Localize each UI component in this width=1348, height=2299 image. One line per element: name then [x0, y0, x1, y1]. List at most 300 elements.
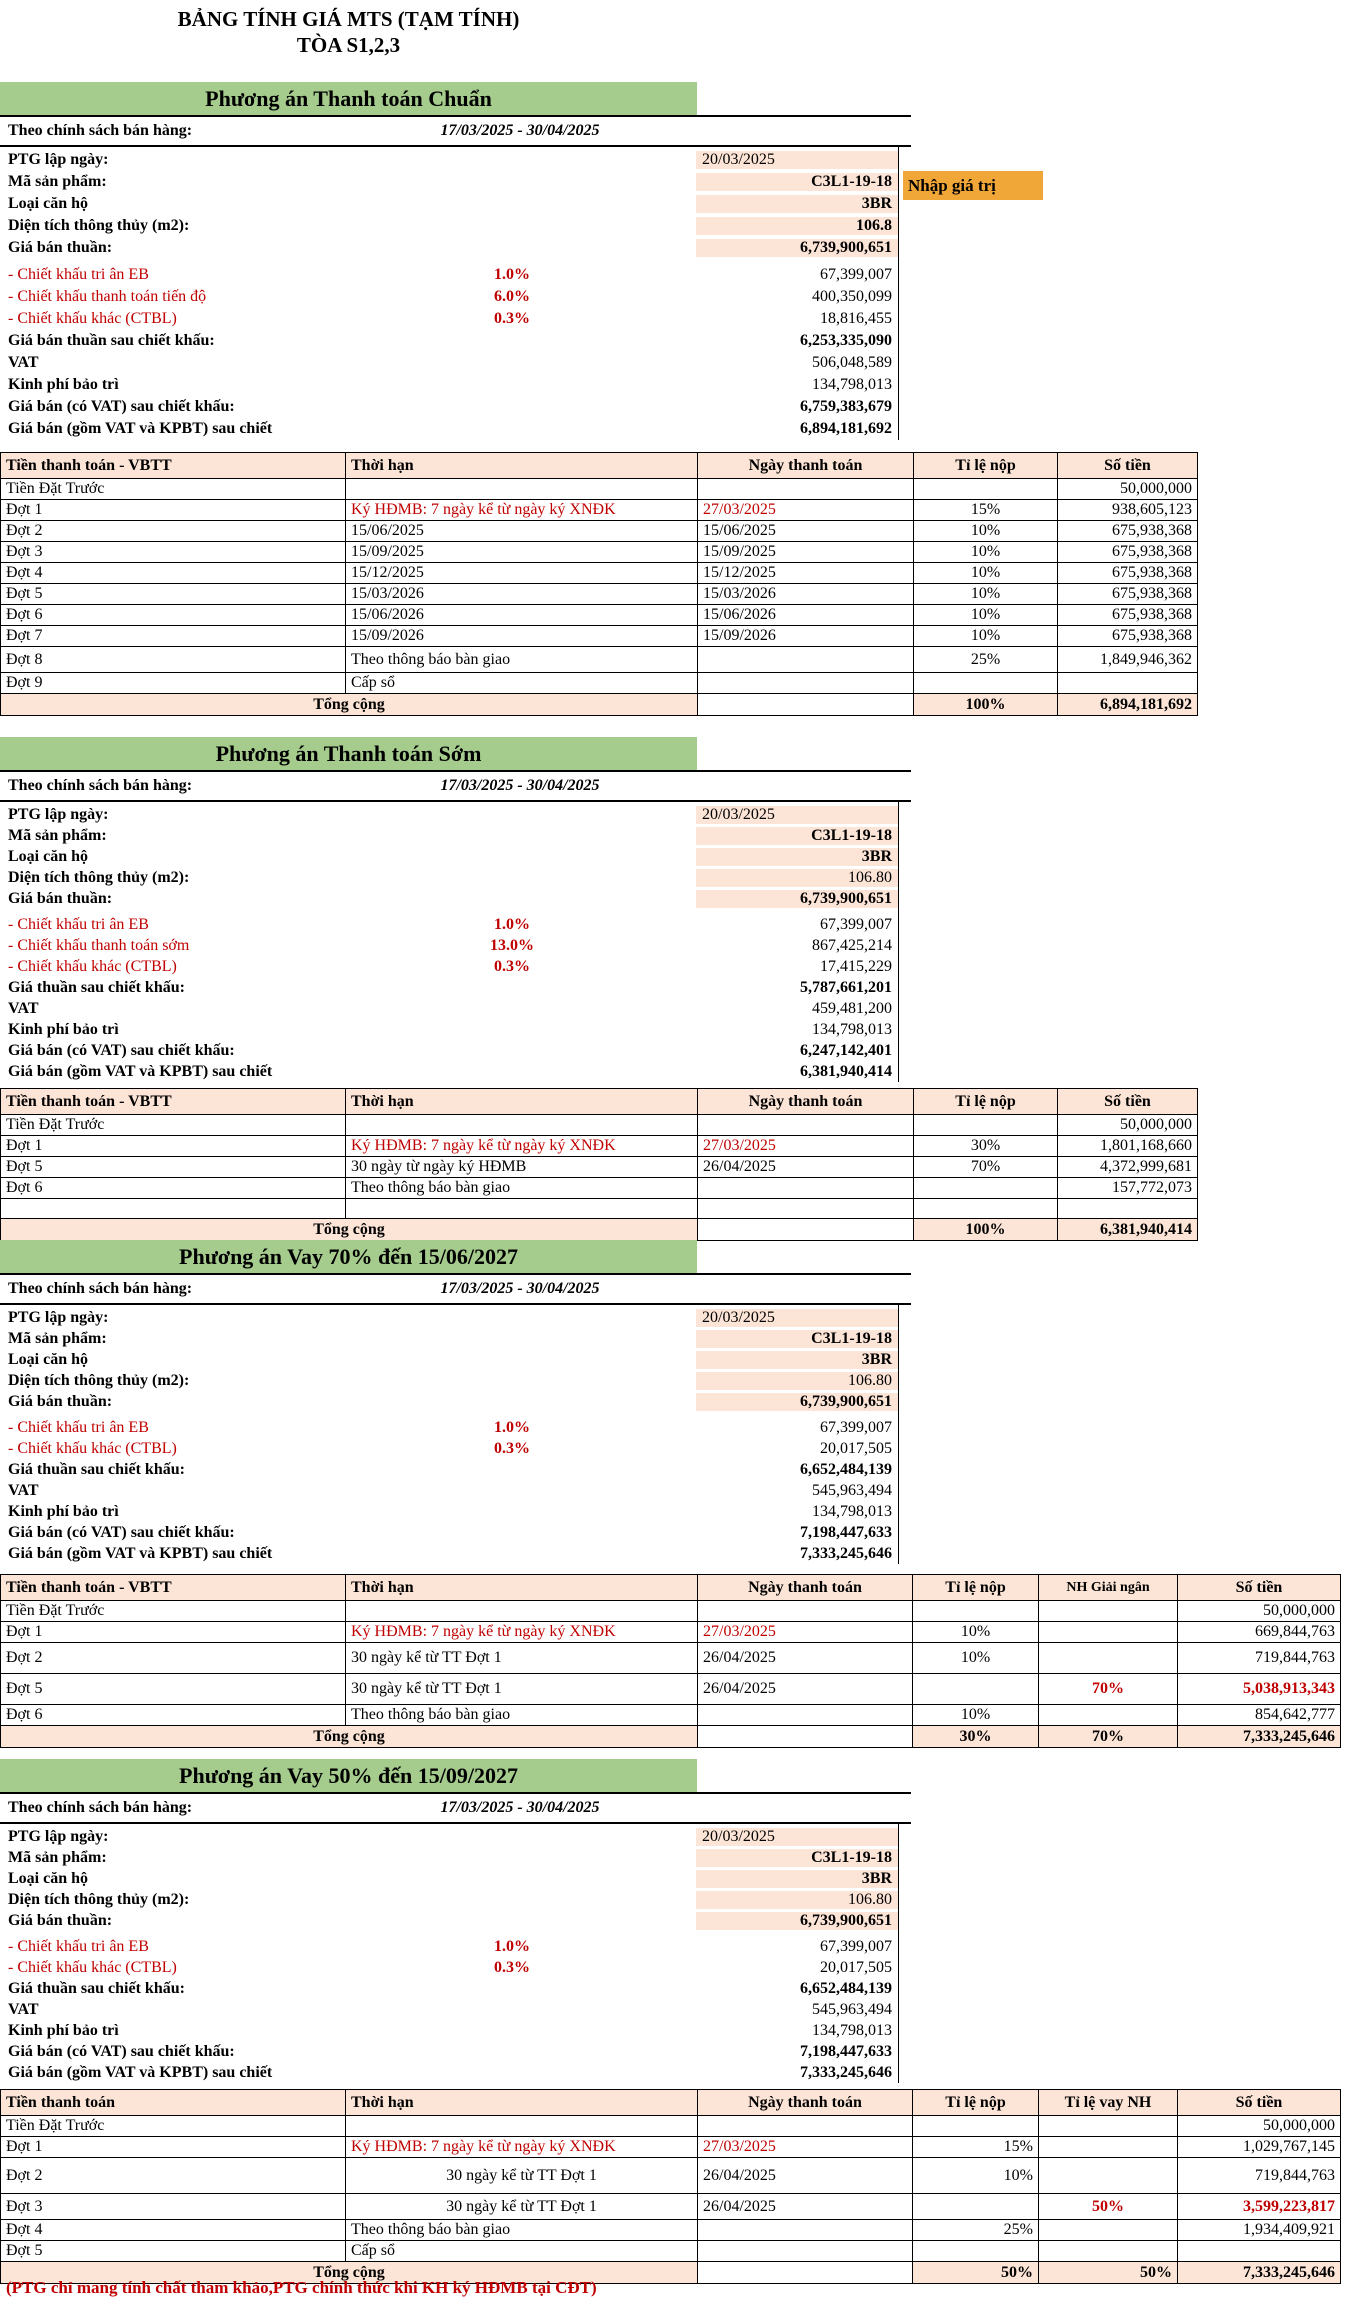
info-row-product-code [0, 1847, 898, 1868]
payment-total-row [1, 694, 1198, 716]
payment-amount: 1,849,946,362 [1058, 647, 1198, 673]
payment-term: Ký HĐMB: 7 ngày kể từ ngày ký XNĐK [346, 1136, 698, 1157]
document-title-line2: TÒA S1,2,3 [296, 33, 401, 57]
payment-term: Cấp sổ [346, 2241, 698, 2262]
document-title-line1: BẢNG TÍNH GIÁ MTS (TẠM TÍNH) [177, 7, 520, 31]
payment-amount: 669,844,763 [1178, 1622, 1341, 1643]
info-row-price-with-vat [0, 1040, 898, 1061]
payment-label: Tiền Đặt Trước [1, 1115, 346, 1136]
discount-percent: 1.0% [494, 1418, 530, 1436]
payment-amount: 50,000,000 [1058, 1115, 1198, 1136]
info-value: 3BR [696, 1351, 898, 1369]
info-value: 134,798,013 [812, 2021, 892, 2039]
payment-term: 15/09/2025 [346, 542, 698, 563]
total-amount: 7,333,245,646 [1178, 2262, 1341, 2284]
sales-policy-row [0, 115, 911, 147]
total-amount: 7,333,245,646 [1178, 1726, 1341, 1748]
payment-date: 27/03/2025 [698, 2137, 913, 2158]
payment-date [698, 1705, 913, 1726]
info-row-product-code [0, 825, 898, 846]
payment-row-4 [1, 2220, 1341, 2241]
info-value: 3BR [696, 195, 898, 213]
info-row-vat [0, 998, 898, 1019]
payment-ratio: 30% [914, 1136, 1058, 1157]
payment-label: Tiền Đặt Trước [1, 2116, 346, 2137]
total-empty-cell [698, 694, 914, 716]
payment-schedule-table-3 [0, 1574, 1341, 1748]
payment-amount: 50,000,000 [1058, 479, 1198, 500]
payment-row-7 [1, 626, 1198, 647]
payment-amount: 938,605,123 [1058, 500, 1198, 521]
payment-amount: 675,938,368 [1058, 521, 1198, 542]
col-header-ratio: Tỉ lệ nộp [913, 2090, 1039, 2116]
payment-amount: 1,801,168,660 [1058, 1136, 1198, 1157]
info-row-net-price [0, 1391, 898, 1412]
info-value: 6,739,900,651 [696, 1912, 898, 1930]
info-label: Kinh phí bảo trì [8, 376, 119, 393]
payment-term: Theo thông báo bàn giao [346, 2220, 698, 2241]
payment-row-6 [1, 1178, 1198, 1199]
price-info-block [0, 802, 899, 1082]
info-row-unit-type [0, 1868, 898, 1889]
payment-ratio [914, 1178, 1058, 1199]
sales-policy-label: Theo chính sách bán hàng: [8, 1799, 193, 1816]
info-value: 67,399,007 [820, 1937, 892, 1955]
payment-row-1 [1, 1136, 1198, 1157]
info-value: 20/03/2025 [696, 1828, 898, 1846]
payment-total-row [1, 1726, 1341, 1748]
info-value: 6,247,142,401 [800, 1041, 892, 1059]
payment-date [698, 479, 914, 500]
payment-row-empty [1, 1199, 1198, 1219]
info-label: - Chiết khấu khác (CTBL) [8, 1439, 177, 1457]
payment-term: 30 ngày từ ngày ký HĐMB [346, 1157, 698, 1178]
payment-row-8 [1, 647, 1198, 673]
info-row-unit-type [0, 846, 898, 867]
info-label: - Chiết khấu khác (CTBL) [8, 957, 177, 975]
payment-term: Ký HĐMB: 7 ngày kể từ ngày ký XNĐK [346, 2137, 698, 2158]
info-row-area [0, 215, 898, 237]
info-row-net-price [0, 888, 898, 909]
payment-date [698, 2241, 913, 2262]
payment-label: Tiền Đặt Trước [1, 1601, 346, 1622]
info-row-net-after-discount [0, 1459, 898, 1480]
info-row-unit-type [0, 193, 898, 215]
payment-term [346, 2116, 698, 2137]
info-row-area [0, 867, 898, 888]
info-value: 5,787,661,201 [800, 978, 892, 996]
info-label: Diện tích thông thủy (m2): [8, 868, 190, 886]
info-row-ptg-date [0, 149, 898, 171]
sales-policy-label: Theo chính sách bán hàng: [8, 777, 193, 794]
payment-ratio: 10% [914, 563, 1058, 584]
total-ratio: 100% [914, 694, 1058, 716]
info-row-maintenance-fee [0, 1501, 898, 1522]
sales-policy-period: 17/03/2025 - 30/04/2025 [440, 1799, 600, 1816]
payment-term: Theo thông báo bàn giao [346, 1705, 698, 1726]
info-row-discount-other [0, 956, 898, 977]
info-label: Mã sản phẩm: [8, 1329, 107, 1347]
discount-percent: 0.3% [494, 1439, 530, 1457]
info-label: Giá bán thuần: [8, 1911, 113, 1929]
info-row-ptg-date [0, 1307, 898, 1328]
info-label: Giá bán thuần: [8, 239, 113, 256]
info-row-product-code [0, 1328, 898, 1349]
info-row-discount-eb [0, 1417, 898, 1438]
col-header-payment: Tiền thanh toán - VBTT [1, 453, 346, 479]
info-row-net-after-discount [0, 1978, 898, 1999]
sales-policy-row [0, 1273, 911, 1305]
payment-ratio [914, 479, 1058, 500]
payment-date: 26/04/2025 [698, 1674, 913, 1705]
payment-label: Đợt 1 [1, 1136, 346, 1157]
info-label: Giá thuần sau chiết khấu: [8, 1979, 185, 1997]
document-title [0, 6, 697, 58]
payment-ratio [913, 2116, 1039, 2137]
payment-term: 15/06/2025 [346, 521, 698, 542]
payment-ratio: 10% [913, 1622, 1039, 1643]
info-row-maintenance-fee [0, 2020, 898, 2041]
total-empty-cell [698, 1219, 914, 1241]
payment-term: 30 ngày kể từ TT Đợt 1 [346, 1643, 698, 1674]
col-header-term: Thời hạn [346, 453, 698, 479]
payment-term: Ký HĐMB: 7 ngày kể từ ngày ký XNĐK [346, 1622, 698, 1643]
info-label: Giá bán (có VAT) sau chiết khấu: [8, 1041, 235, 1059]
payment-label: Đợt 5 [1, 1157, 346, 1178]
col-header-payment-date: Ngày thanh toán [698, 1575, 913, 1601]
payment-label: Đợt 5 [1, 1674, 346, 1705]
info-value: 67,399,007 [820, 266, 892, 283]
payment-label: Đợt 4 [1, 2220, 346, 2241]
sales-policy-row [0, 1792, 911, 1824]
info-value: 17,415,229 [820, 957, 892, 975]
payment-amount [1178, 2241, 1341, 2262]
col-header-term: Thời hạn [346, 2090, 698, 2116]
col-header-payment-date: Ngày thanh toán [698, 453, 914, 479]
payment-date [698, 2220, 913, 2241]
payment-ratio: 10% [914, 626, 1058, 647]
payment-amount: 1,029,767,145 [1178, 2137, 1341, 2158]
info-label: Loại căn hộ [8, 195, 89, 212]
section-header: Phương án Thanh toán Sớm [0, 737, 697, 770]
total-empty-cell [698, 2262, 913, 2284]
payment-term: 15/09/2026 [346, 626, 698, 647]
info-value: 18,816,455 [820, 310, 892, 327]
discount-percent: 13.0% [490, 936, 534, 954]
payment-ratio: 10% [914, 584, 1058, 605]
info-row-discount-eb [0, 264, 898, 286]
col-header-payment: Tiền thanh toán [1, 2090, 346, 2116]
info-value: 106.80 [696, 1372, 898, 1390]
payment-label: Đợt 8 [1, 647, 346, 673]
payment-amount: 719,844,763 [1178, 2158, 1341, 2194]
info-label: Giá bán (gồm VAT và KPBT) sau chiết [8, 1544, 273, 1562]
payment-date: 15/03/2026 [698, 584, 914, 605]
info-label: PTG lập ngày: [8, 151, 109, 168]
bank-ratio [1039, 2241, 1178, 2262]
payment-date: 15/09/2026 [698, 626, 914, 647]
price-info-block [0, 147, 996, 440]
info-value: 6,253,335,090 [800, 332, 892, 349]
payment-row-6 [1, 1705, 1341, 1726]
payment-label: Đợt 2 [1, 1643, 346, 1674]
info-row-net-after-discount [0, 977, 898, 998]
col-header-amount: Số tiền [1058, 1089, 1198, 1115]
payment-ratio: 10% [914, 521, 1058, 542]
info-value: 106.80 [696, 869, 898, 887]
info-row-net-after-discount [0, 330, 898, 352]
bank-ratio [1039, 1622, 1178, 1643]
payment-label: Đợt 5 [1, 584, 346, 605]
info-value: C3L1-19-18 [696, 173, 898, 191]
info-row-vat [0, 1999, 898, 2020]
total-ratio: 50% [913, 2262, 1039, 2284]
info-value: 6,381,940,414 [800, 1062, 892, 1080]
info-label: Giá bán (gồm VAT và KPBT) sau chiết [8, 1062, 273, 1080]
col-header-payment-date: Ngày thanh toán [698, 2090, 913, 2116]
payment-ratio: 15% [914, 500, 1058, 521]
info-row-discount-eb [0, 1936, 898, 1957]
payment-date [698, 1115, 914, 1136]
payment-row-5 [1, 1674, 1341, 1705]
payment-date: 27/03/2025 [698, 1136, 914, 1157]
info-label: Giá thuần sau chiết khấu: [8, 978, 185, 996]
payment-amount: 50,000,000 [1178, 2116, 1341, 2137]
section-early-payment [0, 737, 1348, 1241]
payment-ratio: 10% [914, 542, 1058, 563]
payment-row-3 [1, 2194, 1341, 2220]
info-value: 6,739,900,651 [696, 890, 898, 908]
info-value: 20/03/2025 [696, 151, 898, 169]
info-value: 545,963,494 [812, 1481, 892, 1499]
payment-ratio: 10% [914, 605, 1058, 626]
info-label: Diện tích thông thủy (m2): [8, 1890, 190, 1908]
col-header-amount: Số tiền [1178, 1575, 1341, 1601]
info-row-discount-other [0, 308, 898, 330]
section-standard-payment [0, 82, 1348, 716]
info-label: - Chiết khấu tri ân EB [8, 915, 149, 933]
payment-term: 30 ngày kể từ TT Đợt 1 [346, 2194, 698, 2220]
payment-label: Đợt 1 [1, 1622, 346, 1643]
info-label: Giá bán thuần: [8, 1392, 113, 1410]
payment-label: Đợt 3 [1, 542, 346, 563]
info-value: C3L1-19-18 [696, 1330, 898, 1348]
sales-policy-period: 17/03/2025 - 30/04/2025 [440, 1280, 600, 1297]
info-value: 867,425,214 [812, 936, 892, 954]
payment-label: Tiền Đặt Trước [1, 479, 346, 500]
info-label: VAT [8, 354, 39, 371]
info-label: PTG lập ngày: [8, 1308, 109, 1326]
payment-ratio [914, 1199, 1058, 1219]
payment-label: Đợt 2 [1, 521, 346, 542]
info-value: 6,652,484,139 [800, 1979, 892, 1997]
info-label: Loại căn hộ [8, 847, 89, 865]
total-ratio: 30% [913, 1726, 1039, 1748]
info-value: 134,798,013 [812, 376, 892, 393]
price-info-block [0, 1824, 899, 2083]
info-label: Giá bán (có VAT) sau chiết khấu: [8, 2042, 235, 2060]
info-row-price-with-vat-kpbt [0, 418, 898, 440]
payment-term: 15/12/2025 [346, 563, 698, 584]
discount-percent: 0.3% [494, 310, 530, 327]
payment-ratio [914, 1115, 1058, 1136]
info-row-price-with-vat [0, 1522, 898, 1543]
info-value: 545,963,494 [812, 2000, 892, 2018]
bank-ratio: 50% [1039, 2194, 1178, 2220]
info-label: Kinh phí bảo trì [8, 1502, 119, 1520]
payment-ratio [913, 2194, 1039, 2220]
bank-ratio [1039, 2137, 1178, 2158]
payment-row-deposit [1, 1115, 1198, 1136]
info-label: Giá bán (có VAT) sau chiết khấu: [8, 398, 235, 415]
info-label: Mã sản phẩm: [8, 826, 107, 844]
payment-term [346, 1601, 698, 1622]
payment-label: Đợt 2 [1, 2158, 346, 2194]
info-row-discount-early [0, 935, 898, 956]
section-loan-70 [0, 1240, 1348, 1748]
discount-percent: 1.0% [494, 915, 530, 933]
payment-term: 30 ngày kể từ TT Đợt 1 [346, 2158, 698, 2194]
payment-table-header [1, 1089, 1198, 1115]
sales-policy-row [0, 770, 911, 802]
payment-label: Đợt 6 [1, 1178, 346, 1199]
payment-date: 26/04/2025 [698, 1157, 914, 1178]
info-label: Loại căn hộ [8, 1869, 89, 1887]
payment-term: 15/06/2026 [346, 605, 698, 626]
payment-amount: 675,938,368 [1058, 626, 1198, 647]
info-label: Mã sản phẩm: [8, 1848, 107, 1866]
discount-percent: 6.0% [494, 288, 530, 305]
payment-ratio: 25% [913, 2220, 1039, 2241]
info-row-net-price [0, 1910, 898, 1931]
payment-row-2 [1, 521, 1198, 542]
info-row-price-with-vat [0, 396, 898, 418]
info-value: 20,017,505 [820, 1439, 892, 1457]
total-label: Tổng cộng [1, 2262, 698, 2284]
info-value: 106.8 [696, 217, 898, 235]
payment-row-5 [1, 584, 1198, 605]
info-row-ptg-date [0, 804, 898, 825]
payment-amount: 1,934,409,921 [1178, 2220, 1341, 2241]
info-label: Kinh phí bảo trì [8, 2021, 119, 2039]
payment-date [698, 647, 914, 673]
info-value: 20/03/2025 [696, 806, 898, 824]
discount-percent: 1.0% [494, 266, 530, 283]
payment-amount: 675,938,368 [1058, 605, 1198, 626]
payment-row-2 [1, 2158, 1341, 2194]
payment-total-row [1, 1219, 1198, 1241]
info-value: 3BR [696, 848, 898, 866]
info-value: 20/03/2025 [696, 1309, 898, 1327]
sales-policy-period: 17/03/2025 - 30/04/2025 [440, 777, 600, 794]
info-row-area [0, 1889, 898, 1910]
info-value: 6,759,383,679 [800, 398, 892, 415]
payment-row-5 [1, 2241, 1341, 2262]
payment-label: Đợt 3 [1, 2194, 346, 2220]
info-row-price-with-vat [0, 2041, 898, 2062]
info-label: Giá bán (gồm VAT và KPBT) sau chiết [8, 2063, 273, 2081]
payment-term: 15/03/2026 [346, 584, 698, 605]
col-header-ratio: Tỉ lệ nộp [914, 453, 1058, 479]
payment-ratio [914, 673, 1058, 694]
bank-ratio [1039, 2116, 1178, 2137]
total-bank-ratio: 70% [1039, 1726, 1178, 1748]
info-row-net-price [0, 237, 898, 259]
info-value: C3L1-19-18 [696, 1849, 898, 1867]
payment-label: Đợt 4 [1, 563, 346, 584]
price-info-block [0, 1305, 899, 1564]
col-header-amount: Số tiền [1058, 453, 1198, 479]
info-row-price-with-vat-kpbt [0, 2062, 898, 2083]
info-row-price-with-vat-kpbt [0, 1543, 898, 1564]
info-row-vat [0, 352, 898, 374]
payment-amount: 675,938,368 [1058, 542, 1198, 563]
info-label: Kinh phí bảo trì [8, 1020, 119, 1038]
total-bank-ratio: 50% [1039, 2262, 1178, 2284]
info-value: 7,198,447,633 [800, 1523, 892, 1541]
payment-row-1 [1, 1622, 1341, 1643]
info-label: Giá bán thuần sau chiết khấu: [8, 332, 215, 349]
payment-date: 15/06/2025 [698, 521, 914, 542]
payment-ratio [913, 2241, 1039, 2262]
info-row-price-with-vat-kpbt [0, 1061, 898, 1082]
col-header-ratio: Tỉ lệ nộp [913, 1575, 1039, 1601]
total-amount: 6,894,181,692 [1058, 694, 1198, 716]
payment-ratio: 10% [913, 1643, 1039, 1674]
bank-ratio [1039, 1705, 1178, 1726]
bank-ratio [1039, 1643, 1178, 1674]
payment-schedule-table-2 [0, 1088, 1198, 1241]
info-label: Mã sản phẩm: [8, 173, 107, 190]
info-value: 6,739,900,651 [696, 1393, 898, 1411]
payment-amount: 719,844,763 [1178, 1643, 1341, 1674]
payment-row-6 [1, 605, 1198, 626]
info-label: Giá bán (gồm VAT và KPBT) sau chiết [8, 420, 273, 437]
payment-table-header [1, 1575, 1341, 1601]
payment-amount [1058, 1199, 1198, 1219]
bank-ratio [1039, 2220, 1178, 2241]
payment-term: Ký HĐMB: 7 ngày kể từ ngày ký XNĐK [346, 500, 698, 521]
total-label: Tổng cộng [1, 1219, 698, 1241]
payment-label: Đợt 9 [1, 673, 346, 694]
payment-date [698, 1178, 914, 1199]
payment-label [1, 1199, 346, 1219]
info-value: 3BR [696, 1870, 898, 1888]
info-row-unit-type [0, 1349, 898, 1370]
payment-ratio: 10% [913, 1705, 1039, 1726]
payment-amount: 675,938,368 [1058, 584, 1198, 605]
payment-term: 30 ngày kể từ TT Đợt 1 [346, 1674, 698, 1705]
payment-term [346, 1115, 698, 1136]
payment-term [346, 1199, 698, 1219]
info-label: - Chiết khấu khác (CTBL) [8, 310, 177, 327]
payment-label: Đợt 1 [1, 500, 346, 521]
payment-row-9 [1, 673, 1198, 694]
info-label: VAT [8, 999, 39, 1017]
payment-date: 27/03/2025 [698, 500, 914, 521]
info-label: - Chiết khấu tri ân EB [8, 266, 149, 283]
input-value-cell[interactable]: Nhập giá trị [903, 171, 1043, 200]
info-label: PTG lập ngày: [8, 1827, 109, 1845]
payment-amount [1058, 673, 1198, 694]
total-label: Tổng cộng [1, 1726, 698, 1748]
payment-row-4 [1, 563, 1198, 584]
info-label: - Chiết khấu khác (CTBL) [8, 1958, 177, 1976]
info-label: - Chiết khấu thanh toán tiến độ [8, 288, 207, 305]
col-header-bank-disbursement: NH Giải ngân [1039, 1575, 1178, 1601]
payment-amount: 4,372,999,681 [1058, 1157, 1198, 1178]
info-row-maintenance-fee [0, 1019, 898, 1040]
